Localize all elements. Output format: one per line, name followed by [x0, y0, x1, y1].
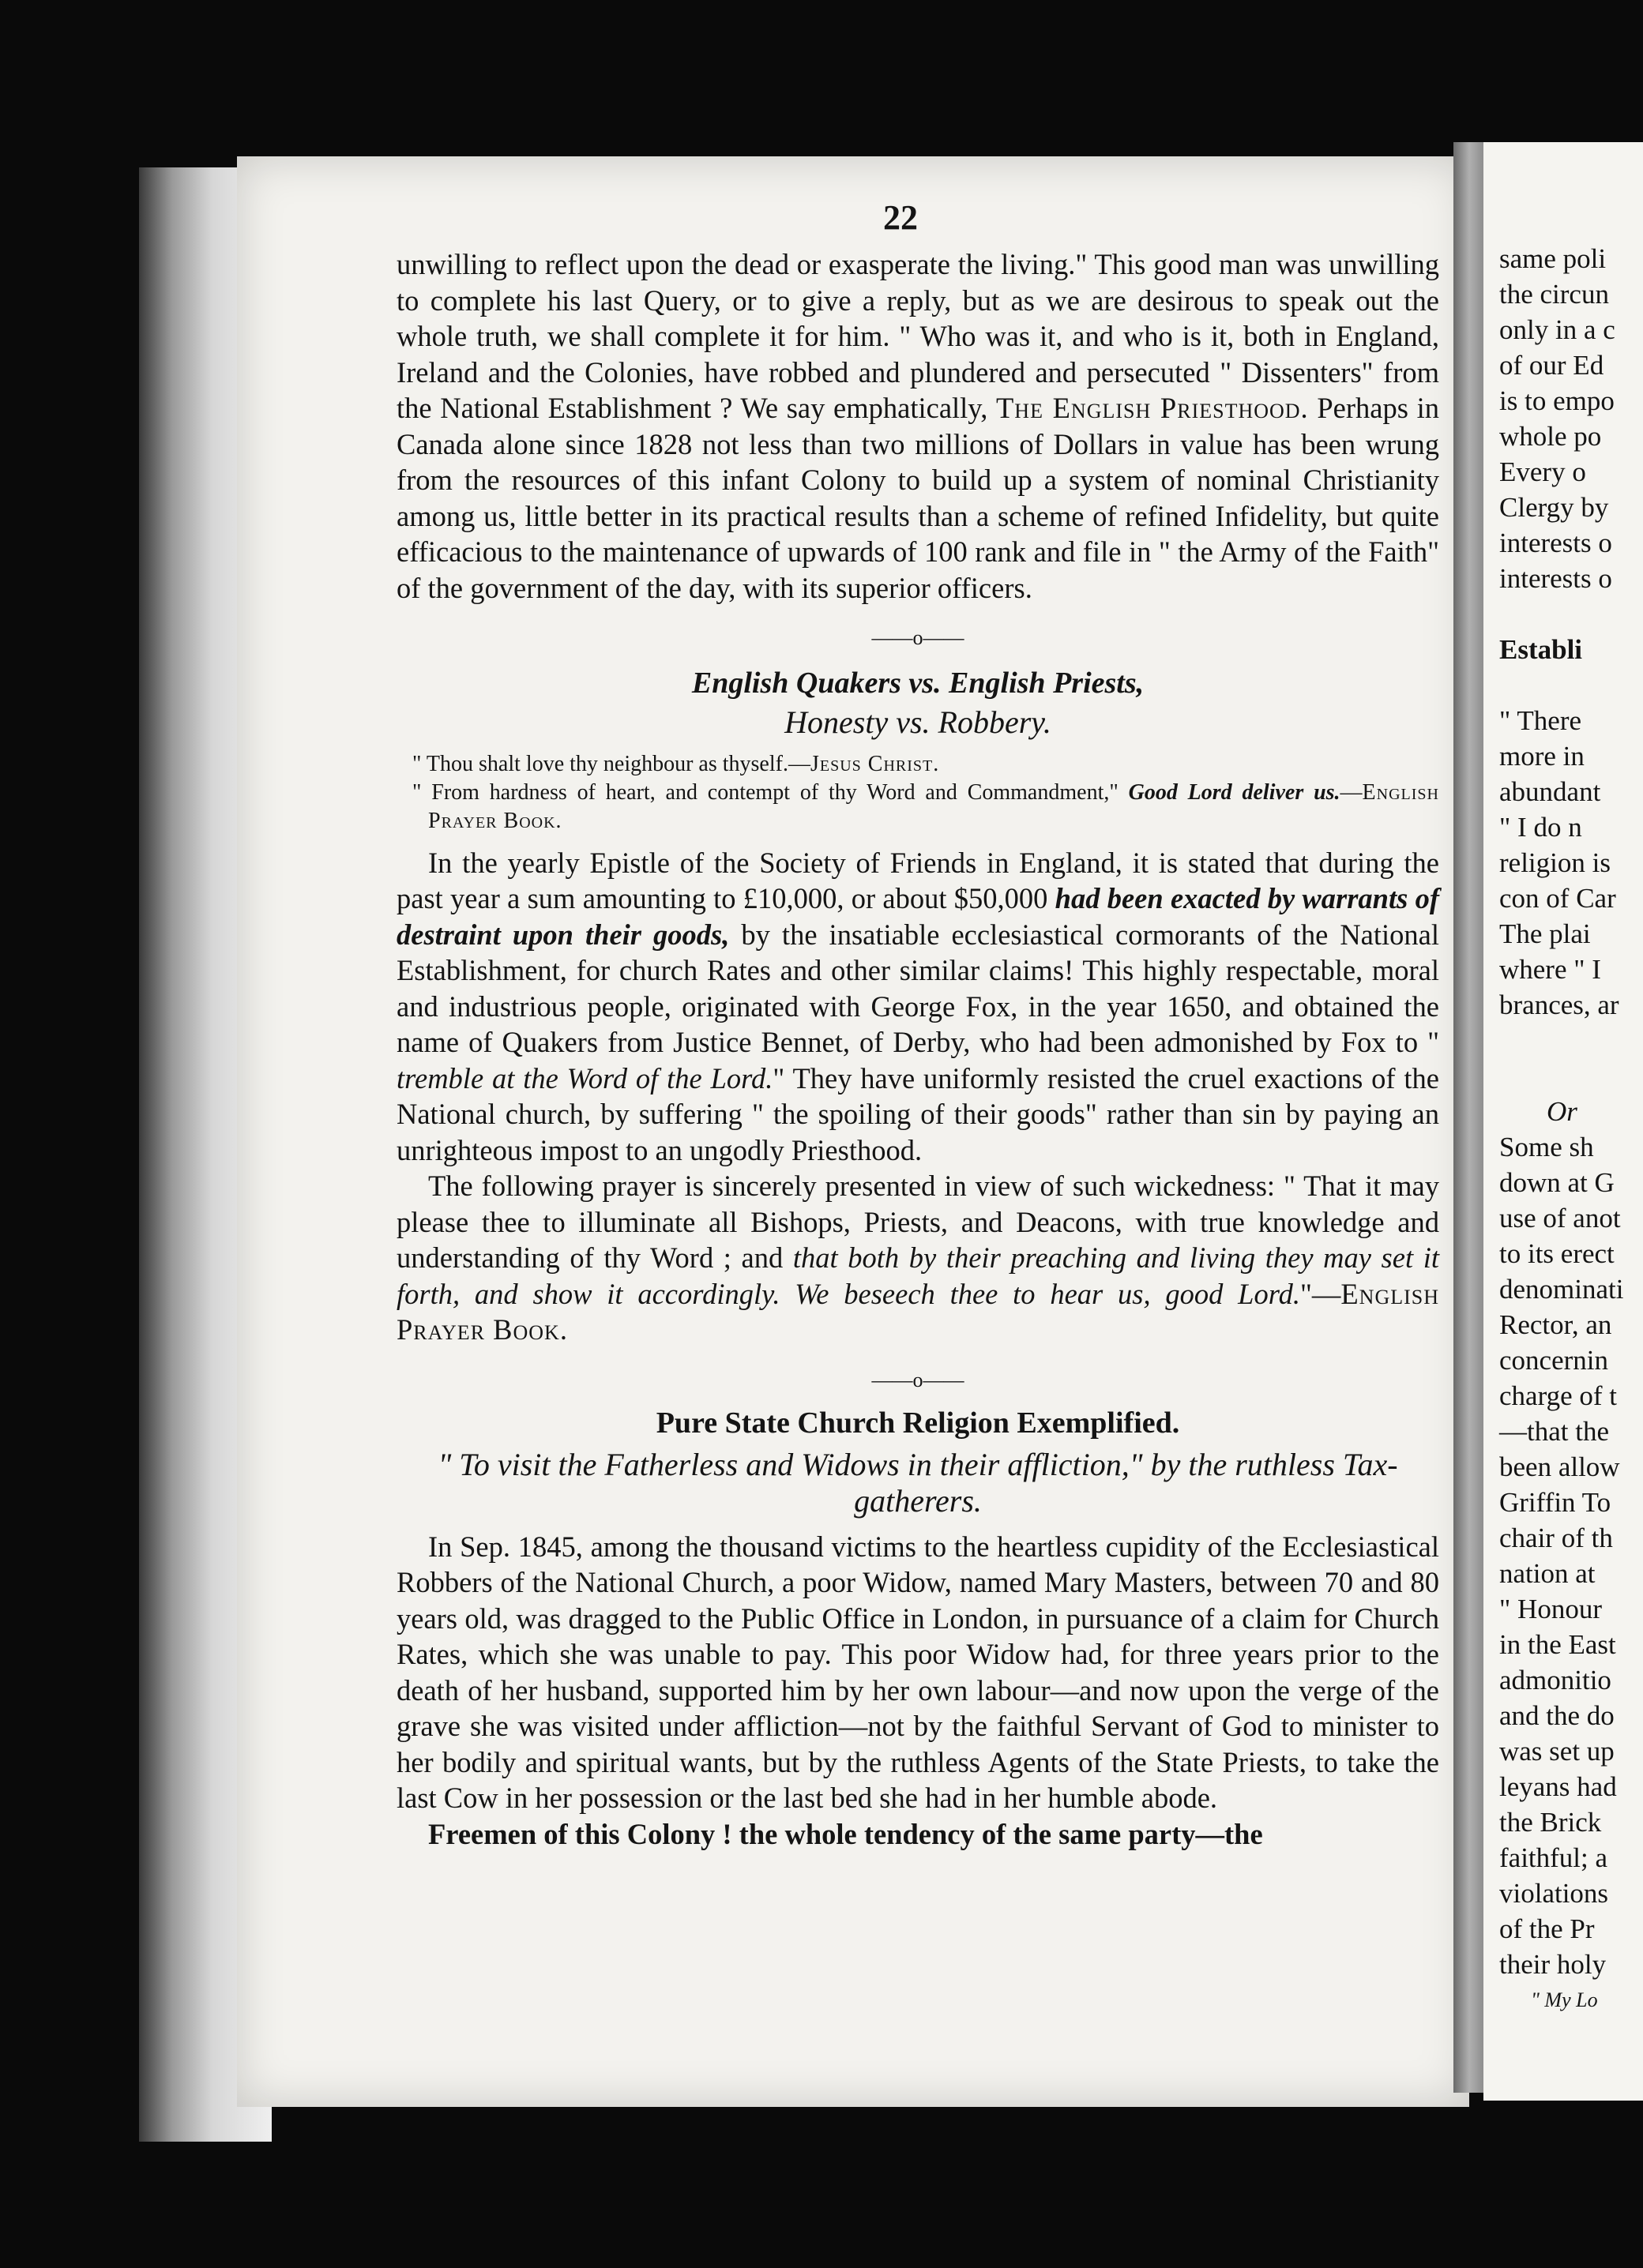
right-page-line: nation at — [1499, 1558, 1596, 1589]
right-page-line: charge of t — [1499, 1380, 1618, 1411]
right-page-line: in the East — [1499, 1629, 1616, 1660]
paragraph-1 — [397, 246, 1439, 606]
right-page-line: " There — [1499, 705, 1582, 736]
book-gutter — [1453, 142, 1485, 2093]
right-page-line: —that the — [1499, 1416, 1609, 1447]
right-page-line — [1499, 596, 1643, 632]
section-divider-1: ——o—— — [871, 626, 964, 649]
section-title-state-church: Pure State Church Religion Exemplified. — [656, 1406, 1180, 1440]
right-page-line: Griffin To — [1499, 1487, 1611, 1518]
epigraph-2 — [397, 779, 1439, 835]
paragraph-3-a: The following prayer is sincerely presented in view of such wickedness: " That it may please thee to illuminate all Bishops, Priests, and Deacons, with true knowledge and understanding of thy Word ; and — [397, 1170, 1439, 1274]
paragraph-3 — [397, 1168, 1439, 1348]
right-page-line: Establi — [1499, 634, 1583, 665]
paragraph-3-b: "— — [1299, 1277, 1341, 1310]
right-page-line: Clergy by — [1499, 492, 1609, 523]
section-divider-2: ——o—— — [871, 1368, 964, 1391]
left-page-text — [397, 246, 1439, 1852]
right-page-line: more in — [1499, 741, 1585, 772]
right-page-line: religion is — [1499, 847, 1611, 878]
right-page-line: their holy — [1499, 1949, 1607, 1980]
paragraph-1-text: unwilling to reflect upon the dead or exasperate the living." This good man was unwilling to complete his last Query, or to give a reply, but as we are desirous to speak out the whole truth, we shall complete it for him. " Who was it, and who is it, both in England, Ireland and the Colonies, have robbed and plundered and persecuted " Dissenters" from the National Establishment ? We say emphatically, — [397, 248, 1439, 424]
right-page-line: use of anot — [1499, 1203, 1621, 1234]
right-page-line — [1499, 1058, 1643, 1094]
right-page-line: is to empo — [1499, 385, 1615, 416]
right-page-line: con of Car — [1499, 883, 1616, 914]
right-page-line: chair of th — [1499, 1523, 1613, 1553]
right-page-line: The plai — [1499, 918, 1591, 949]
paragraph-2-italic-1: had been exacted by warrants of destraint upon their goods, — [397, 882, 1439, 951]
epigraph-1-text: " Thou shalt love thy neighbour as thyself.— — [412, 751, 810, 776]
section-title-quakers: English Quakers vs. English Priests, — [691, 666, 1145, 700]
paragraph-2-c: " They have uniformly resisted the cruel exactions of the National church, by suffering " the spoiling of their goods" rather than sin by paying an unrighteous impost to an ungodly Priesthood. — [397, 1061, 1439, 1166]
right-page-line: concernin — [1499, 1345, 1608, 1376]
right-page-line: admonitio — [1499, 1665, 1611, 1695]
right-page-line: denominati — [1499, 1274, 1624, 1305]
right-page-line — [1499, 667, 1643, 703]
right-page-line: Or — [1547, 1096, 1577, 1127]
right-page-line: violations — [1499, 1878, 1609, 1909]
right-page-line: was set up — [1499, 1736, 1615, 1767]
page-number: 22 — [883, 198, 918, 237]
right-page-line — [1499, 1023, 1643, 1058]
right-page-line: been allow — [1499, 1451, 1620, 1482]
paragraph-4: In Sep. 1845, among the thousand victims to the heartless cupidity of the Ecclesiastical Robbers of the National Church, a poor Widow, named Mary Masters, between 70 and 80 years old, was dragged to the Public Office in London, in pursuance of a claim for Church Rates, which she was unable to pay. This poor Widow had, for three years prior to the death of her husband, supported him by her own labour—and now upon the verge of the grave she was visited under affliction—not by the faithful Servant of God to minister to her bodily and spiritual wants, but by the ruthless Agents of the State Priests, to take the last Cow in her possession or the last bed she had in her humble abode. — [397, 1530, 1439, 1814]
paragraph-2 — [397, 845, 1439, 1169]
epigraph-2-italic: Good Lord deliver us. — [1128, 779, 1340, 805]
right-page-line: where " I — [1499, 954, 1601, 985]
right-page-line: same poli — [1499, 243, 1607, 274]
epigraph-1-source: Jesus Christ. — [810, 751, 940, 776]
right-page-line: " Honour — [1499, 1594, 1602, 1624]
right-page-line: and the do — [1499, 1700, 1615, 1731]
right-page-line: whole po — [1499, 421, 1602, 452]
english-priesthood-smallcaps: The English Priesthood. — [996, 392, 1309, 424]
right-page-line: " My Lo — [1531, 1988, 1598, 2011]
right-page-line: abundant — [1499, 776, 1601, 807]
right-page-line: of our Ed — [1499, 350, 1604, 381]
section-subtitle-honesty: Honesty vs. Robbery. — [784, 704, 1051, 740]
right-page-line: the Brick — [1499, 1807, 1602, 1838]
right-page-line: Some sh — [1499, 1132, 1594, 1162]
right-page-line: interests o — [1499, 563, 1612, 594]
right-page-line: brances, ar — [1499, 989, 1619, 1020]
paragraph-5: Freemen of this Colony ! the whole tendency of the same party—the — [428, 1817, 1263, 1850]
paragraph-3-source: English Prayer Book. — [397, 1277, 1439, 1346]
paragraph-1-end: Perhaps in Canada alone since 1828 not less than two millions of Dollars in value has been wrung from the resources of this infant Colony to build up a system of nominal Christianity among us, little better in its practical results than a scheme of refined Infidelity, but quite efficacious to the maintenance of upwards of 100 rank and file in " the Army of the Faith" of the government of the day, with its superior officers. — [397, 392, 1439, 604]
right-page-line: Every o — [1499, 456, 1586, 487]
paragraph-3-italic: that both by their preaching and living they may set it forth, and show it accordingly. We beseech thee to hear us, good Lord. — [397, 1241, 1439, 1310]
right-page-line: only in a c — [1499, 314, 1615, 345]
epigraph-2-dash: — — [1340, 779, 1363, 805]
right-page-line: faithful; a — [1499, 1842, 1608, 1873]
paragraph-2-italic-2: tremble at the Word of the Lord. — [397, 1061, 773, 1095]
right-page-line: down at G — [1499, 1167, 1615, 1198]
right-page-line: of the Pr — [1499, 1913, 1595, 1944]
right-page-line: to its erect — [1499, 1238, 1615, 1269]
epigraph-2-text: " From hardness of heart, and contempt of thy Word and Commandment," — [412, 779, 1129, 805]
right-page-line: " I do n — [1499, 812, 1582, 843]
paragraph-2-b: by the insatiable ecclesiastical cormorants of the National Establishment, for church Rates and other similar claims! This highly respectable, moral and industrious people, originated with George Fox, in the year 1650, and obtained the name of Quakers from Justice Bennet, of Derby, who had been admonished by Fox to " — [397, 918, 1439, 1058]
right-page-line: interests o — [1499, 528, 1612, 558]
epigraph-1 — [397, 750, 1439, 779]
paragraph-2-a: In the yearly Epistle of the Society of Friends in England, it is stated that during the past year a sum amounting to £10,000, or about $50,000 — [397, 846, 1439, 914]
right-page-text-fragments — [1499, 241, 1643, 2018]
right-page-line: leyans had — [1499, 1771, 1617, 1802]
epigraph-2-source: English Prayer Book. — [428, 779, 1439, 833]
right-page-line: the circun — [1499, 279, 1609, 310]
section-subtitle-widows: " To visit the Fatherless and Widows in their affliction," by the ruthless Tax-gatherers. — [438, 1446, 1398, 1519]
right-page-line: Rector, an — [1499, 1309, 1612, 1340]
